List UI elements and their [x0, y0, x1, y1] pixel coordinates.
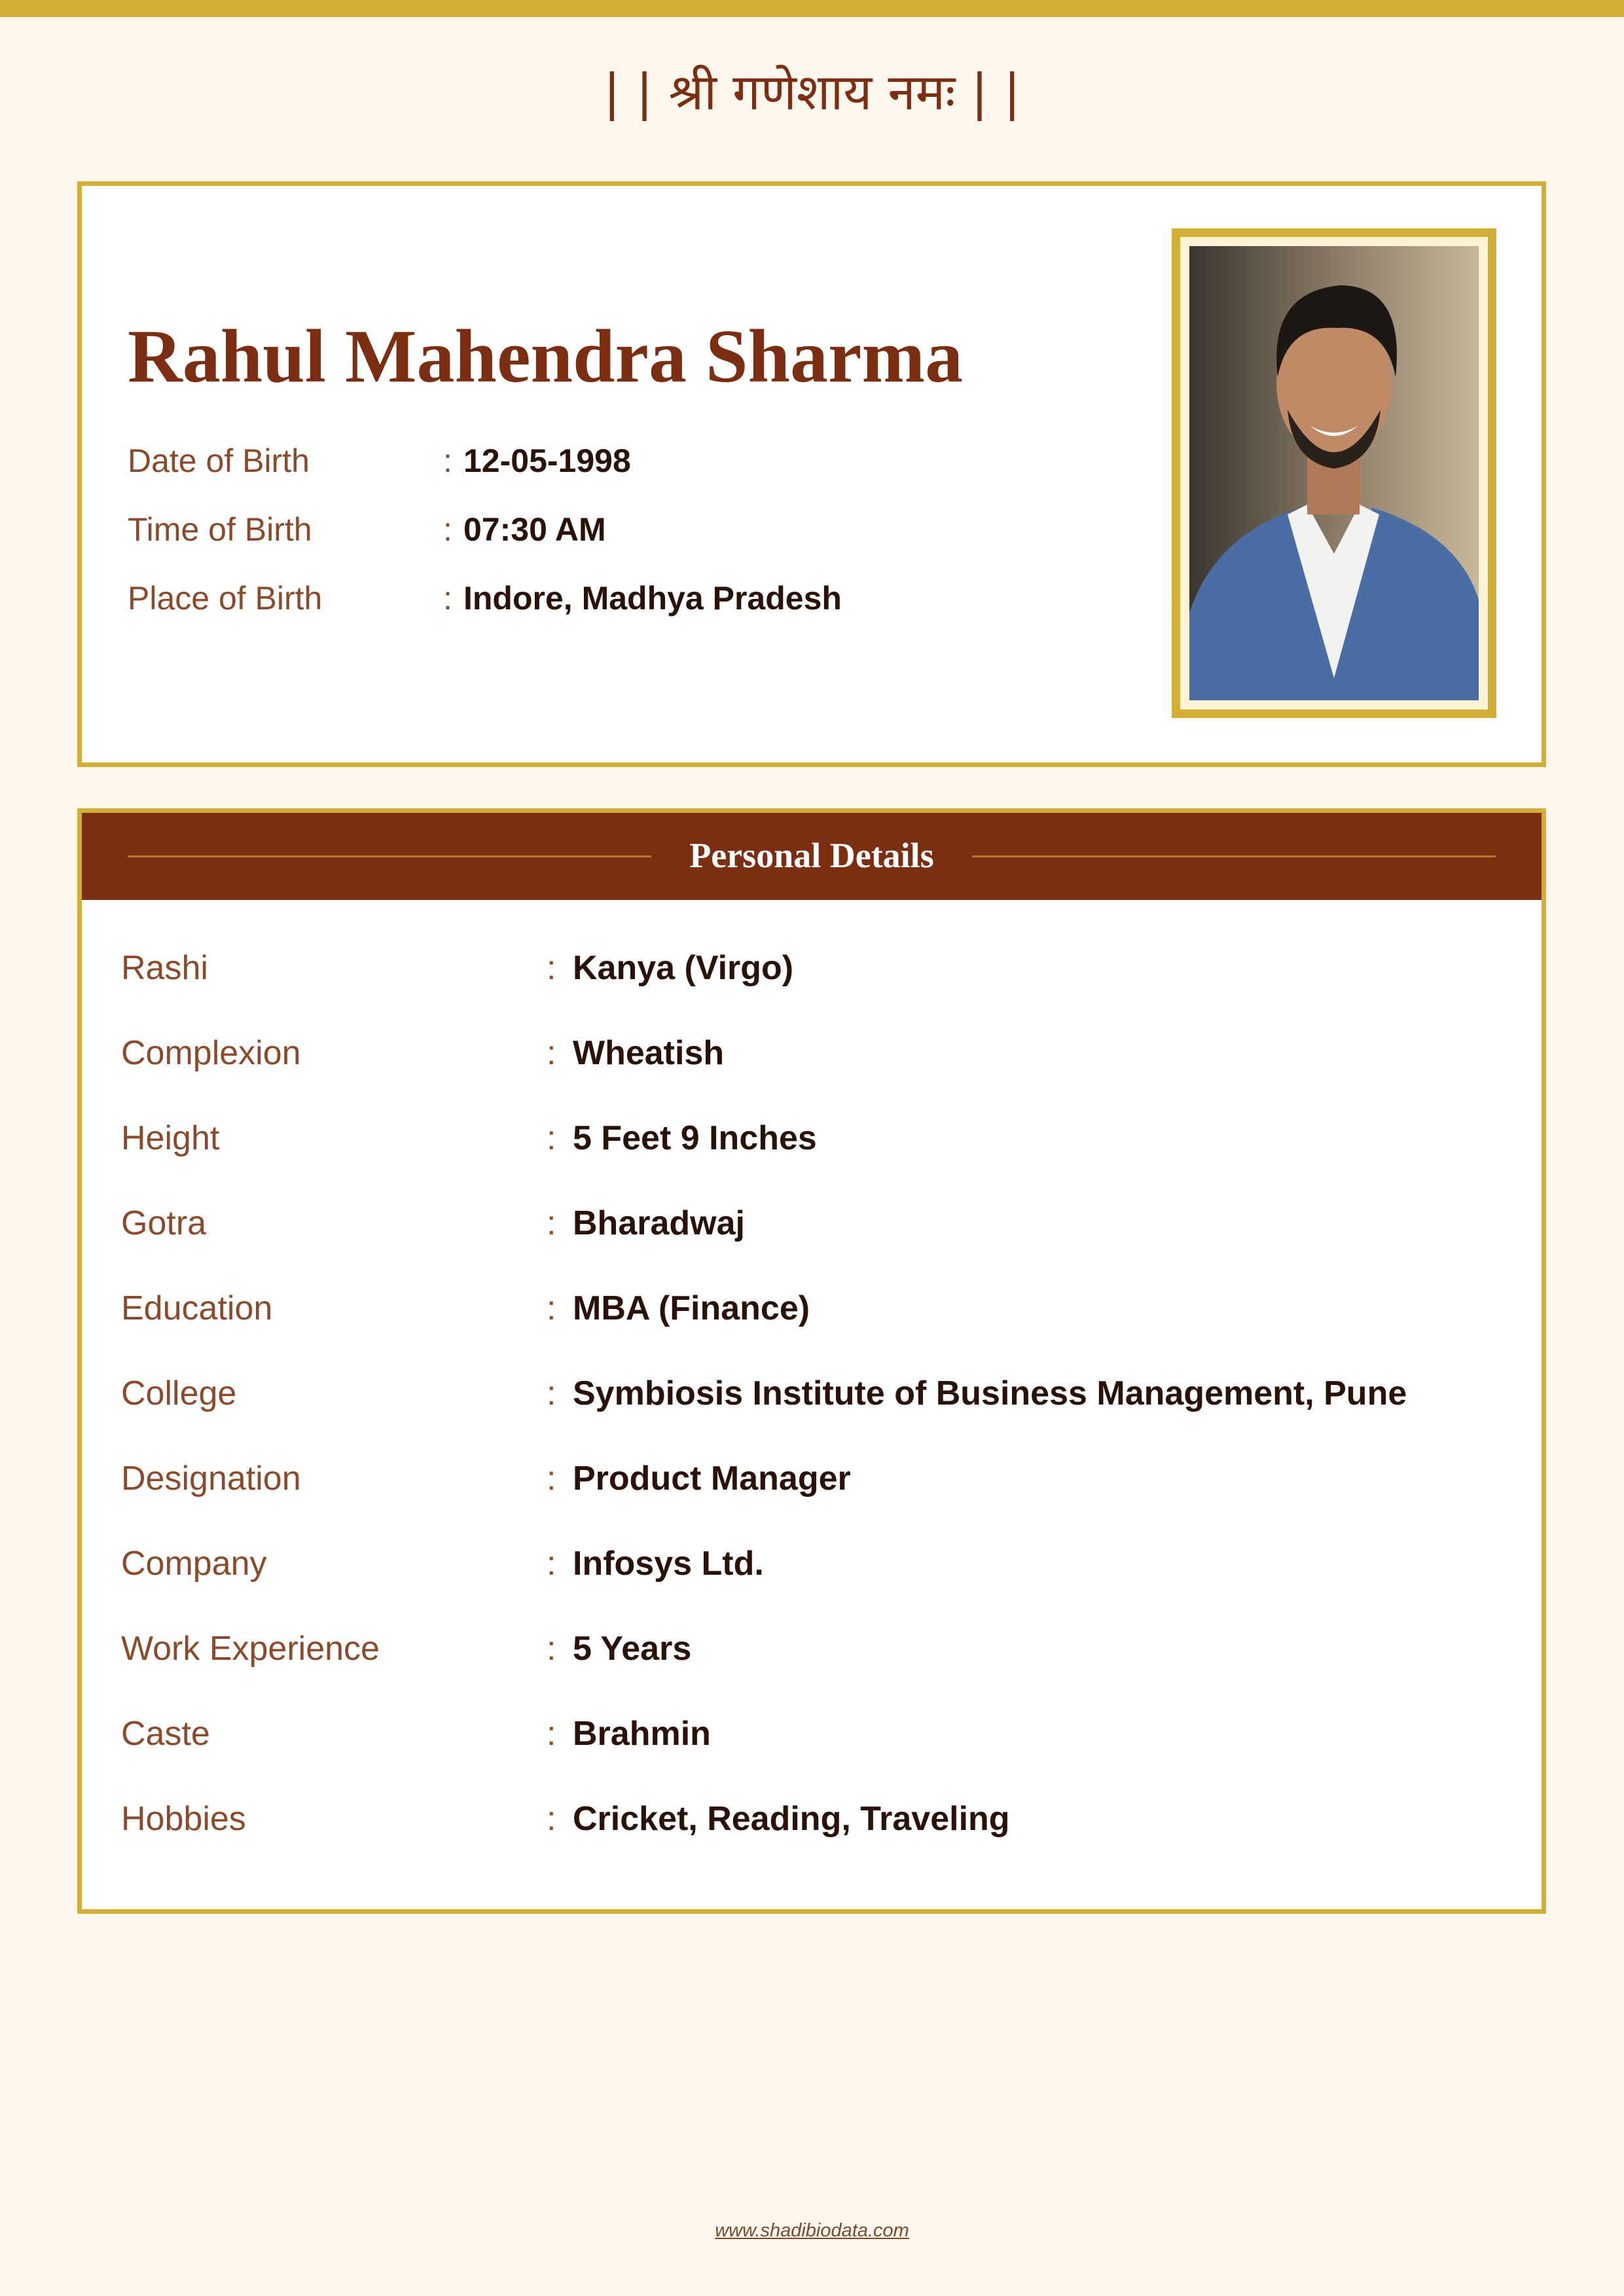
field-label: Hobbies	[121, 1800, 246, 1838]
field-separator: :	[547, 1630, 556, 1668]
personal-details-card	[77, 808, 1546, 1914]
field-separator: :	[443, 442, 452, 479]
top-border-bar	[0, 0, 1624, 17]
field-separator: :	[547, 1715, 556, 1753]
field-label: College	[121, 1374, 237, 1412]
field-label: Designation	[121, 1460, 301, 1498]
field-value: Infosys Ltd.	[573, 1545, 764, 1583]
field-label: Gotra	[121, 1204, 207, 1242]
field-value: Wheatish	[573, 1034, 725, 1072]
field-value: Brahmin	[573, 1715, 711, 1753]
field-separator: :	[547, 1289, 556, 1327]
profile-photo	[1189, 246, 1479, 700]
section-title: Personal Details	[663, 836, 960, 875]
field-value: 5 Years	[573, 1630, 692, 1668]
field-value: Symbiosis Institute of Business Management, Pune	[573, 1374, 1407, 1412]
field-value: Product Manager	[573, 1460, 851, 1498]
field-separator: :	[547, 1034, 556, 1072]
field-value: Bharadwaj	[573, 1204, 745, 1242]
invocation-heading: | | श्री गणेशाय नमः | |	[603, 63, 1021, 121]
field-separator: :	[443, 511, 452, 548]
field-label: Caste	[121, 1715, 210, 1753]
field-separator: :	[547, 949, 556, 987]
profile-card	[77, 181, 1546, 767]
website-link[interactable]: www.shadibiodata.com	[715, 2220, 909, 2241]
section-header	[82, 813, 1542, 900]
field-separator: :	[547, 1119, 556, 1157]
field-label: Work Experience	[121, 1630, 380, 1668]
field-value: Cricket, Reading, Traveling	[573, 1800, 1010, 1838]
field-value: 12-05-1998	[463, 442, 631, 479]
field-label: Complexion	[121, 1034, 301, 1072]
field-separator: :	[547, 1460, 556, 1498]
field-label: Place of Birth	[128, 580, 323, 617]
field-separator: :	[443, 580, 452, 617]
field-label: Date of Birth	[128, 442, 310, 479]
field-value: Indore, Madhya Pradesh	[463, 580, 842, 617]
field-label: Height	[121, 1119, 220, 1157]
field-value: MBA (Finance)	[573, 1289, 810, 1327]
candidate-name: Rahul Mahendra Sharma	[128, 315, 964, 399]
field-separator: :	[547, 1800, 556, 1838]
field-label: Education	[121, 1289, 273, 1327]
field-separator: :	[547, 1374, 556, 1412]
field-value: 5 Feet 9 Inches	[573, 1119, 817, 1157]
field-separator: :	[547, 1545, 556, 1583]
field-label: Company	[121, 1545, 267, 1583]
field-value: Kanya (Virgo)	[573, 949, 794, 987]
field-separator: :	[547, 1204, 556, 1242]
field-label: Rashi	[121, 949, 208, 987]
field-value: 07:30 AM	[463, 511, 606, 548]
field-label: Time of Birth	[128, 511, 312, 548]
photo-frame	[1172, 228, 1496, 718]
